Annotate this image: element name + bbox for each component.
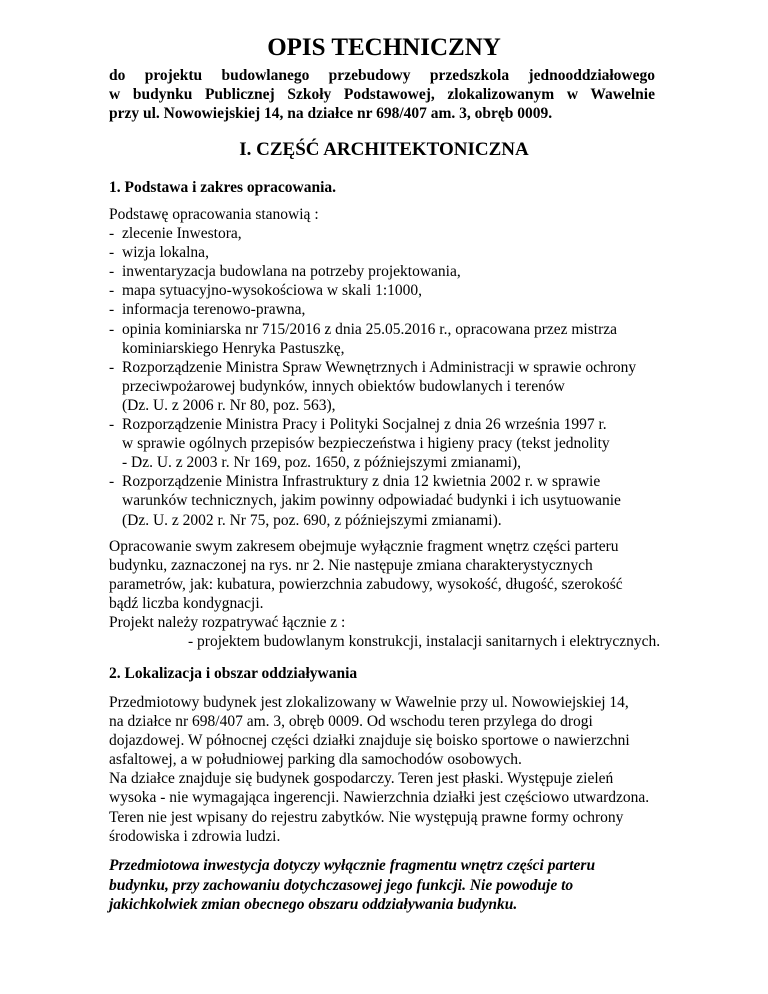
- section2-emphasis: [109, 856, 669, 915]
- subtitle-line: do projektu budowlanego przebudowy przedszkola jednooddziałowego: [109, 67, 655, 84]
- scope-line: budynku, zaznaczonej na rys. nr 2. Nie następuje zmiana charakterystycznych: [109, 557, 593, 575]
- basis-list: [109, 224, 669, 530]
- emphasis-line: budynku, przy zachowaniu dotychczasowej jego funkcji. Nie powoduje to: [109, 876, 574, 894]
- section1-heading: 1. Podstawa i zakres opracowania.: [109, 179, 337, 196]
- list-item: - Rozporządzenie Ministra Infrastruktury z dnia 12 kwietnia 2002 r. w sprawie warunków technicznych, jakim powinny odpowiadać budynki i ich usytuowanie (Dz. U. z 2002 r. Nr 75, poz. 690, z późniejszymi zmianami).: [109, 473, 621, 529]
- document-subtitle: [109, 66, 655, 123]
- scope-line: bądź liczba kondygnacji.: [109, 595, 264, 613]
- list-item: - Rozporządzenie Ministra Pracy i Polityki Socjalnej z dnia 26 września 1997 r. w sprawie ogólnych przepisów bezpieczeństwa i higieny pracy (tekst jednolity - Dz. U. z 2003 r. Nr 169, poz. 1650, z późniejszymi zmianami),: [109, 416, 610, 472]
- emphasis-line: Przedmiotowa inwestycja dotyczy wyłącznie fragmentu wnętrz części parteru: [109, 857, 596, 874]
- body-line: asfaltowej, a w południowej parking dla samochodów osobowych.: [109, 751, 522, 769]
- emphasis-line: jakichkolwiek zmian obecnego obszaru oddziaływania budynku.: [109, 896, 518, 913]
- subtitle-line: przy ul. Nowowiejskiej 14, na działce nr 698/407 am. 3, obręb 0009.: [109, 105, 553, 122]
- list-item: - zlecenie Inwestora,: [109, 225, 242, 243]
- scope-indented-line: - projektem budowlanym konstrukcji, instalacji sanitarnych i elektrycznych.: [188, 633, 661, 651]
- list-item: - inwentaryzacja budowlana na potrzeby projektowania,: [109, 263, 461, 281]
- body-line: Teren nie jest wpisany do rejestru zabytków. Nie występują prawne formy ochrony: [109, 808, 624, 826]
- section2-heading: 2. Lokalizacja i obszar oddziaływania: [109, 665, 358, 682]
- body-line: Na działce znajduje się budynek gospodarczy. Teren jest płaski. Występuje zieleń: [109, 770, 614, 788]
- body-line: Przedmiotowy budynek jest zlokalizowany w Wawelnie przy ul. Nowowiejskiej 14,: [109, 694, 629, 711]
- body-line: środowiska i zdrowia ludzi.: [109, 827, 281, 845]
- list-item: - Rozporządzenie Ministra Spraw Wewnętrznych i Administracji w sprawie ochrony przeciwpożarowej budynków, innych obiektów budowlanych i terenów (Dz. U. z 2006 r. Nr 80, poz. 563),: [109, 358, 637, 414]
- section-title: I. CZĘŚĆ ARCHITEKTONICZNA: [239, 139, 529, 160]
- body-line: wysoka - nie wymagająca ingerencji. Nawierzchnia działki jest częściowo utwardzona.: [109, 789, 650, 807]
- section1-basis: [109, 205, 669, 530]
- body-line: na działce nr 698/407 am. 3, obręb 0009. Od wschodu teren przylega do drogi: [109, 713, 593, 731]
- list-item: - opinia kominiarska nr 715/2016 z dnia 25.05.2016 r., opracowana przez mistrza kominiarskiego Henryka Pastuszkę,: [109, 320, 618, 357]
- section1-scope: [109, 537, 669, 652]
- basis-intro: Podstawę opracowania stanowią :: [109, 206, 319, 223]
- section2-body: [109, 693, 669, 846]
- list-item: - mapa sytuacyjno-wysokościowa w skali 1:1000,: [109, 282, 423, 300]
- list-item: - informacja terenowo-prawna,: [109, 301, 306, 319]
- subtitle-line: w budynku Publicznej Szkoły Podstawowej, zlokalizowanym w Wawelnie: [109, 86, 655, 103]
- scope-line: Projekt należy rozpatrywać łącznie z :: [109, 614, 346, 632]
- list-item: - wizja lokalna,: [109, 244, 209, 262]
- scope-line: Opracowanie swym zakresem obejmuje wyłącznie fragment wnętrz części parteru: [109, 538, 619, 555]
- body-line: dojazdowej. W północnej części działki znajduje się boisko sportowe o nawierzchni: [109, 732, 630, 750]
- document-title: OPIS TECHNICZNY: [267, 34, 501, 61]
- scope-line: parametrów, jak: kubatura, powierzchnia zabudowy, wysokość, długość, szerokość: [109, 576, 623, 594]
